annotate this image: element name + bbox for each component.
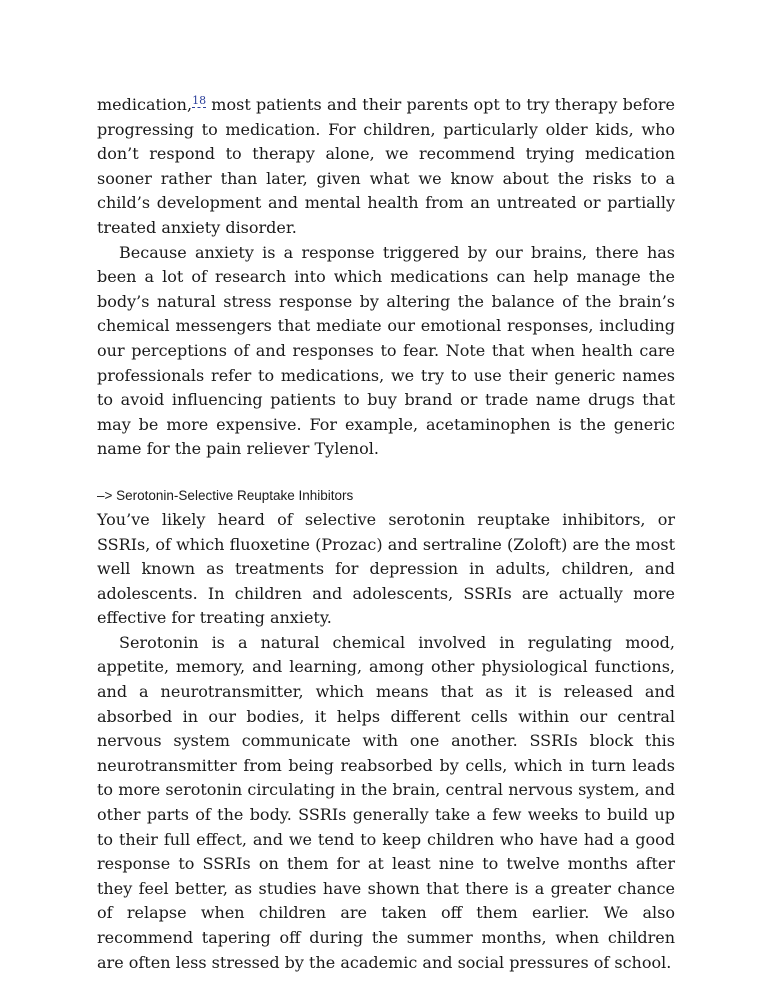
paragraph-start: medication,	[97, 95, 193, 114]
paragraph-anxiety-brain: Because anxiety is a response triggered by our brains, there has been a lot of research into which medications can help manage the body’s natural stress response by altering the balance of the brain’s chemical messengers that mediate our emotional responses, including our perceptions of and responses to fear. Note that when health care professionals refer to medications, we try to use their generic names to avoid influencing patients to buy brand or trade name drugs that may be more expensive. For example, acetaminophen is the generic name for the pain reliever Tylenol.	[97, 242, 675, 459]
page-content	[97, 93, 675, 975]
paragraph-serotonin: Serotonin is a natural chemical involved in regulating mood, appetite, memory, and learning, among other physiological functions, and a neurotransmitter, which means that as it is released and absorbed in our bodies, it helps different cells within our central nervous system communicate with one another. SSRIs block this neurotransmitter from being reabsorbed by cells, which in turn leads to more serotonin circulating in the brain, central nervous system, and other parts of the body. SSRIs generally take a few weeks to build up to their full effect, and we tend to keep children who have had a good response to SSRIs on them for at least nine to twelve months after they feel better, as studies have shown that there is a greater chance of relapse when children are taken off them earlier. We also recommend tapering off during the summer months, when children are often less stressed by the academic and social pressures of school.	[97, 632, 675, 972]
paragraph-ssri-intro: You’ve likely heard of selective serotonin reuptake inhibitors, or SSRIs, of which fluoxetine (Prozac) and sertraline (Zoloft) are the most well known as treatments for depression in adults, children, and adolescents. In children and adolescents, SSRIs are actually more effective for treating anxiety.	[97, 509, 675, 628]
paragraph-medication-therapy	[97, 93, 675, 241]
section-heading: –> Serotonin-Selective Reuptake Inhibitors	[97, 487, 354, 503]
footnote-link[interactable]: 18	[192, 94, 207, 107]
paragraph-rest: most patients and their parents opt to try therapy before progressing to medication. For children, particularly older kids, who don’t respond to therapy alone, we recommend trying medication sooner rather than later, given what we know about the risks to a child’s development and mental health from an untreated or partially treated anxiety disorder.	[97, 95, 675, 237]
